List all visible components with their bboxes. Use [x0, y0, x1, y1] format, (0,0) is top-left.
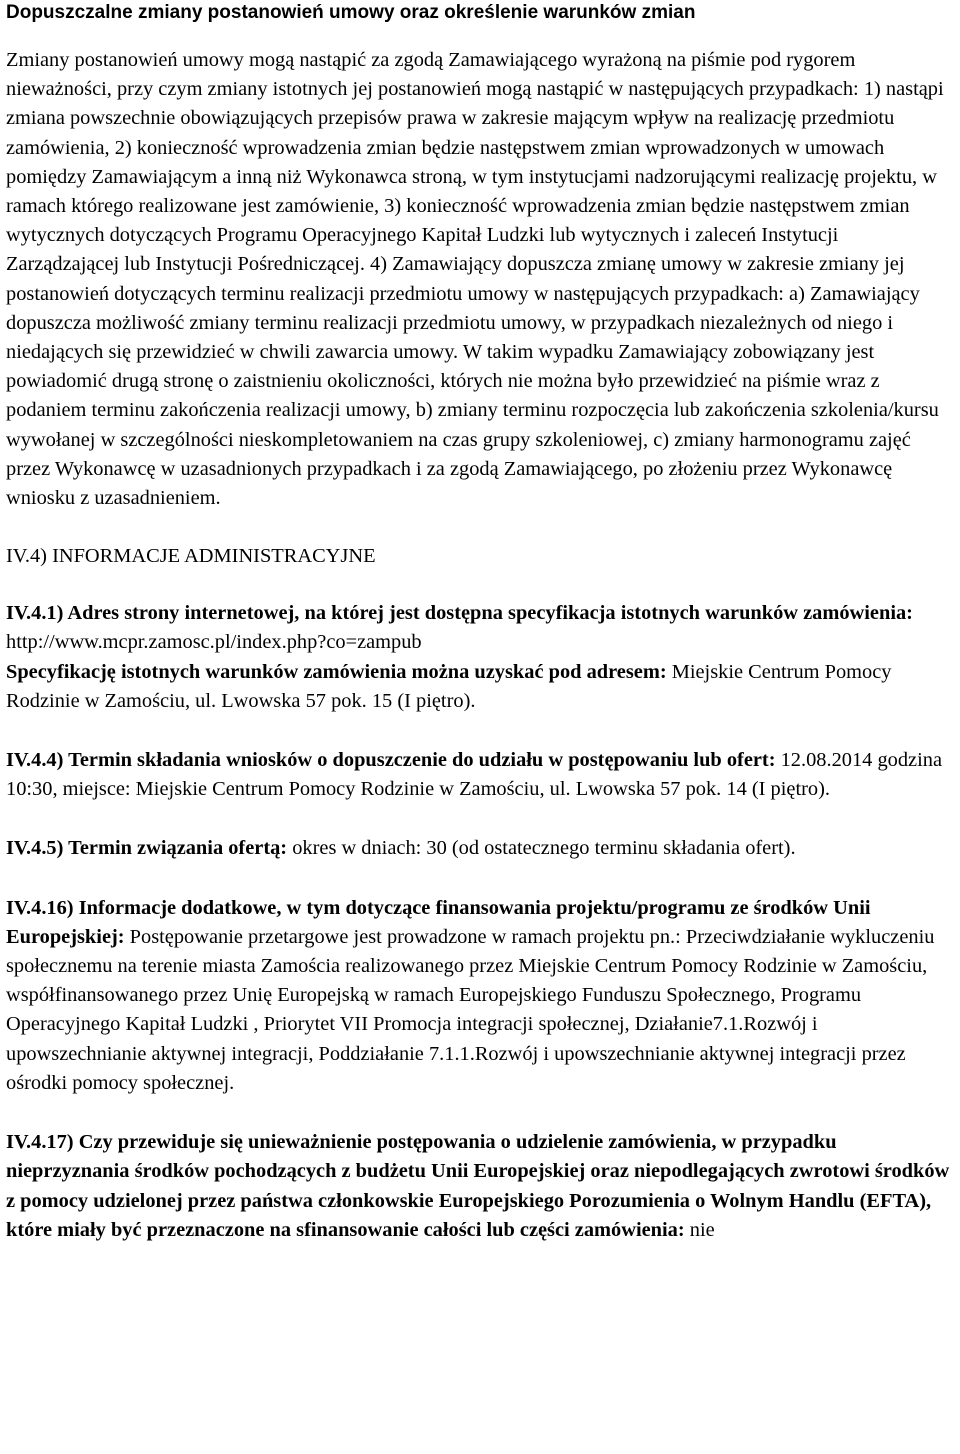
- item-iv-4-5-label: IV.4.5) Termin związania ofertą:: [6, 837, 288, 860]
- spec-address: Miejskie Centrum Pomocy Rodzinie w Zamościu, ul. Lwowska 57 pok. 15 (I piętro).: [6, 660, 892, 712]
- item-iv-4-1-label: IV.4.1) Adres strony internetowej, na której jest dostępna specyfikacja istotnych warunków zamówienia:: [6, 602, 913, 625]
- item-iv-4-16-label: IV.4.16) Informacje dodatkowe, w tym dotyczące finansowania projektu/programu ze środków Unii Europejskiej:: [6, 896, 871, 948]
- item-iv-4-4-value: 12.08.2014 godzina 10:30, miejsce: Miejskie Centrum Pomocy Rodzinie w Zamościu, ul. Lwowska 57 pok. 14 (I piętro).: [6, 749, 943, 801]
- item-iv-4-1: [6, 599, 956, 716]
- spec-url: http://www.mcpr.zamosc.pl/index.php?co=zampub: [6, 631, 422, 654]
- item-iv-4-17-label: IV.4.17) Czy przewiduje się unieważnienie postępowania o udzielenie zamówienia, w przypadku nieprzyznania środków pochodzących z budżetu Unii Europejskiej oraz niepodlegających zwrotowi środków z pomocy udzielonej przez państwa członkowskie Europejskiego Porozumienia o Wolnym Handlu (EFTA), które miały być przeznaczone na sfinansowanie całości lub części zamówienia:: [6, 1131, 950, 1241]
- item-iv-4-17: [6, 1128, 956, 1245]
- item-iv-4-1-label-2: Specyfikację istotnych warunków zamówienia można uzyskać pod adresem:: [6, 660, 667, 683]
- item-iv-4-5-value: okres w dniach: 30 (od ostatecznego terminu składania ofert).: [287, 837, 796, 860]
- item-iv-4-4-label: IV.4.4) Termin składania wniosków o dopuszczenie do udziału w postępowaniu lub ofert:: [6, 749, 776, 772]
- item-iv-4-16: [6, 894, 956, 1098]
- changes-paragraph: Zmiany postanowień umowy mogą nastąpić za zgodą Zamawiającego wyrażoną na piśmie pod rygorem nieważności, przy czym zmiany istotnych jej postanowień mogą nastąpić w następujących przypadkach: 1) nastąpi zmiana powszechnie obowiązujących przepisów prawa w zakresie mającym wpływ na realizację przedmiotu zamówienia, 2) konieczność wprowadzenia zmian będzie następstwem zmian wprowadzonych w umowach pomiędzy Zamawiającym a inną niż Wykonawca stroną, w tym instytucjami nadzorującymi realizację projektu, w ramach którego realizowane jest zamówienie, 3) konieczność wprowadzenia zmian będzie następstwem zmian wytycznych dotyczących Programu Operacyjnego Kapitał Ludzki lub wytycznych i zaleceń Instytucji Zarządzającej lub Instytucji Pośredniczącej. 4) Zamawiający dopuszcza zmianę umowy w zakresie zmiany jej postanowień dotyczących terminu realizacji przedmiotu umowy w następujących przypadkach: a) Zamawiający dopuszcza możliwość zmiany terminu realizacji przedmiotu umowy, w przypadkach niezależnych od niego i niedających się przewidzieć w chwili zawarcia umowy. W takim wypadku Zamawiający zobowiązany jest powiadomić drugą stronę o zaistnieniu okoliczności, których nie można było przewidzieć na piśmie wraz z podaniem terminu zakończenia realizacji umowy, b) zmiany terminu rozpoczęcia lub zakończenia szkolenia/kursu wywołanej w szczególności nieskompletowaniem na czas grupy szkoleniowej, c) zmiany harmonogramu zajęć przez Wykonawcę w uzasadnionych przypadkach i za zgodą Zamawiającego, po złożeniu przez Wykonawcę wniosku z uzasadnieniem.: [6, 49, 944, 510]
- item-iv-4-4: [6, 746, 956, 804]
- section-heading: Dopuszczalne zmiany postanowień umowy oraz określenie warunków zmian: [6, 2, 696, 23]
- admin-section-title: IV.4) INFORMACJE ADMINISTRACYJNE: [6, 545, 376, 568]
- item-iv-4-17-value: nie: [684, 1218, 715, 1241]
- item-iv-4-5: [6, 834, 956, 863]
- item-iv-4-16-value: Postępowanie przetargowe jest prowadzone w ramach projektu pn.: Przeciwdziałanie wykluczeniu społecznemu na terenie miasta Zamościa realizowanego przez Miejskie Centrum Pomocy Rodzinie w Zamościu, współfinansowanego przez Unię Europejską w ramach Europejskiego Funduszu Społecznego, Programu Operacyjnego Kapitał Ludzki , Priorytet VII Promocja integracji społecznej, Działanie7.1.Rozwój i upowszechnianie aktywnej integracji, Poddziałanie 7.1.1.Rozwój i upowszechnianie aktywnej integracji przez ośrodki pomocy społecznej.: [6, 925, 935, 1094]
